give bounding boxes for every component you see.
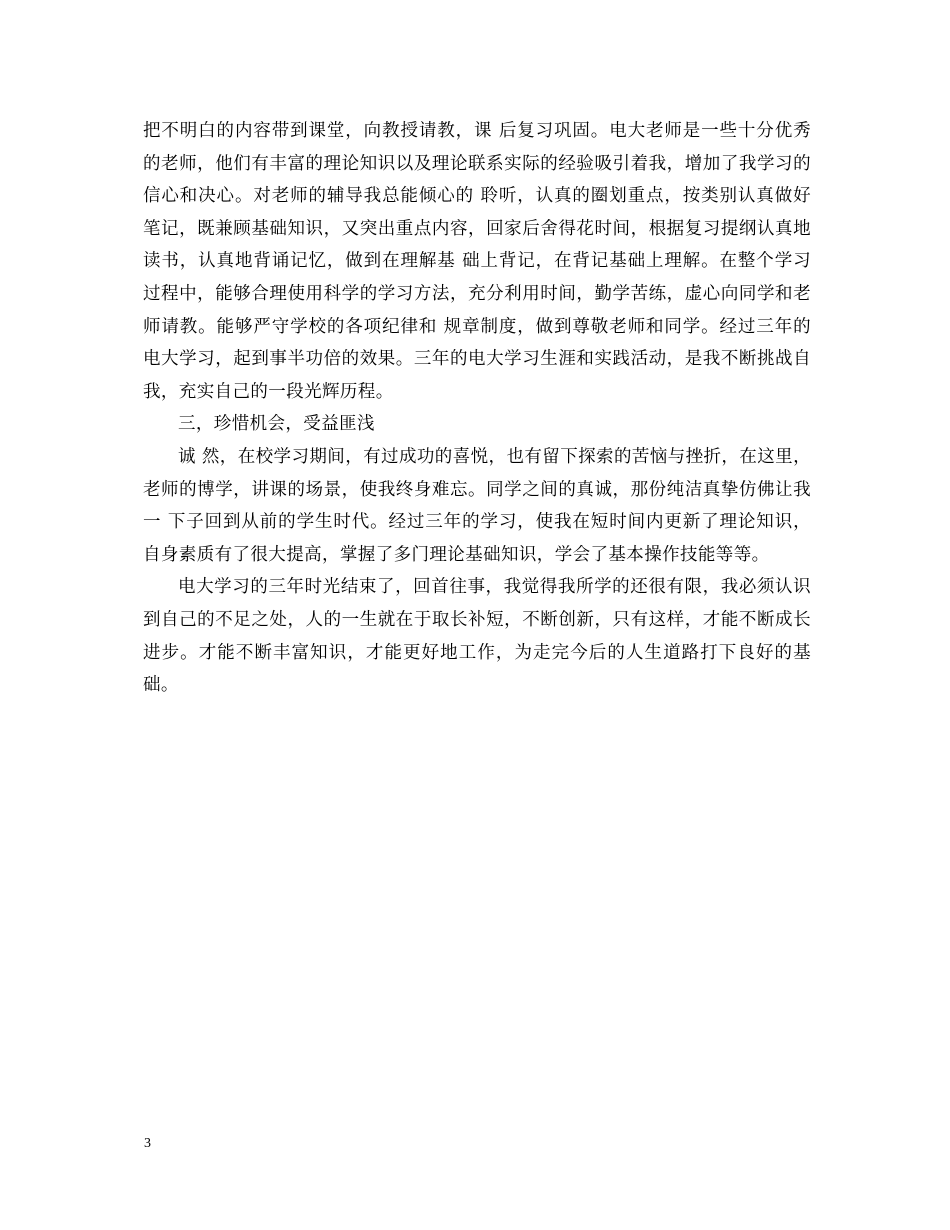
body-text <box>143 115 811 702</box>
paragraph: 诚 然，在校学习期间，有过成功的喜悦，也有留下探索的苦恼与挫折，在这里，老师的博学，讲课的场景，使我终身难忘。同学之间的真诚，那份纯洁真挚仿佛让我一 下子回到从前的学生时代。经过三年的学习，使我在短时间内更新了理论知识，自身素质有了很大提高，掌握了多门理论基础知识，学会了基本操作技能等等。 <box>143 446 811 565</box>
paragraph-continued: 把不明白的内容带到课堂，向教授请教，课 后复习巩固。电大老师是一些十分优秀的老师，他们有丰富的理论知识以及理论联系实际的经验吸引着我，增加了我学习的信心和决心。对老师的辅导我总能倾心的 聆听，认真的圈划重点，按类别认真做好笔记，既兼顾基础知识，又突出重点内容，回家后舍得花时间，根据复习提纲认真地读书，认真地背诵记忆，做到在理解基 础上背记，在背记基础上理解。在整个学习过程中，能够合理使用科学的学习方法，充分利用时间，勤学苦练，虚心向同学和老师请教。能够严守学校的各项纪律和 规章制度，做到尊敬老师和同学。经过三年的电大学习，起到事半功倍的效果。三年的电大学习生涯和实践活动，是我不断挑战自我，充实自己的一段光辉历程。 <box>143 121 811 402</box>
page-number: 3 <box>144 1136 151 1151</box>
paragraph: 电大学习的三年时光结束了，回首往事，我觉得我所学的还很有限，我必须认识到自己的不足之处，人的一生就在于取长补短，不断创新，只有这样，才能不断成长进步。才能不断丰富知识，才能更好地工作，为走完今后的人生道路打下良好的基础。 <box>143 577 811 696</box>
section-heading: 三，珍惜机会，受益匪浅 <box>178 414 375 435</box>
